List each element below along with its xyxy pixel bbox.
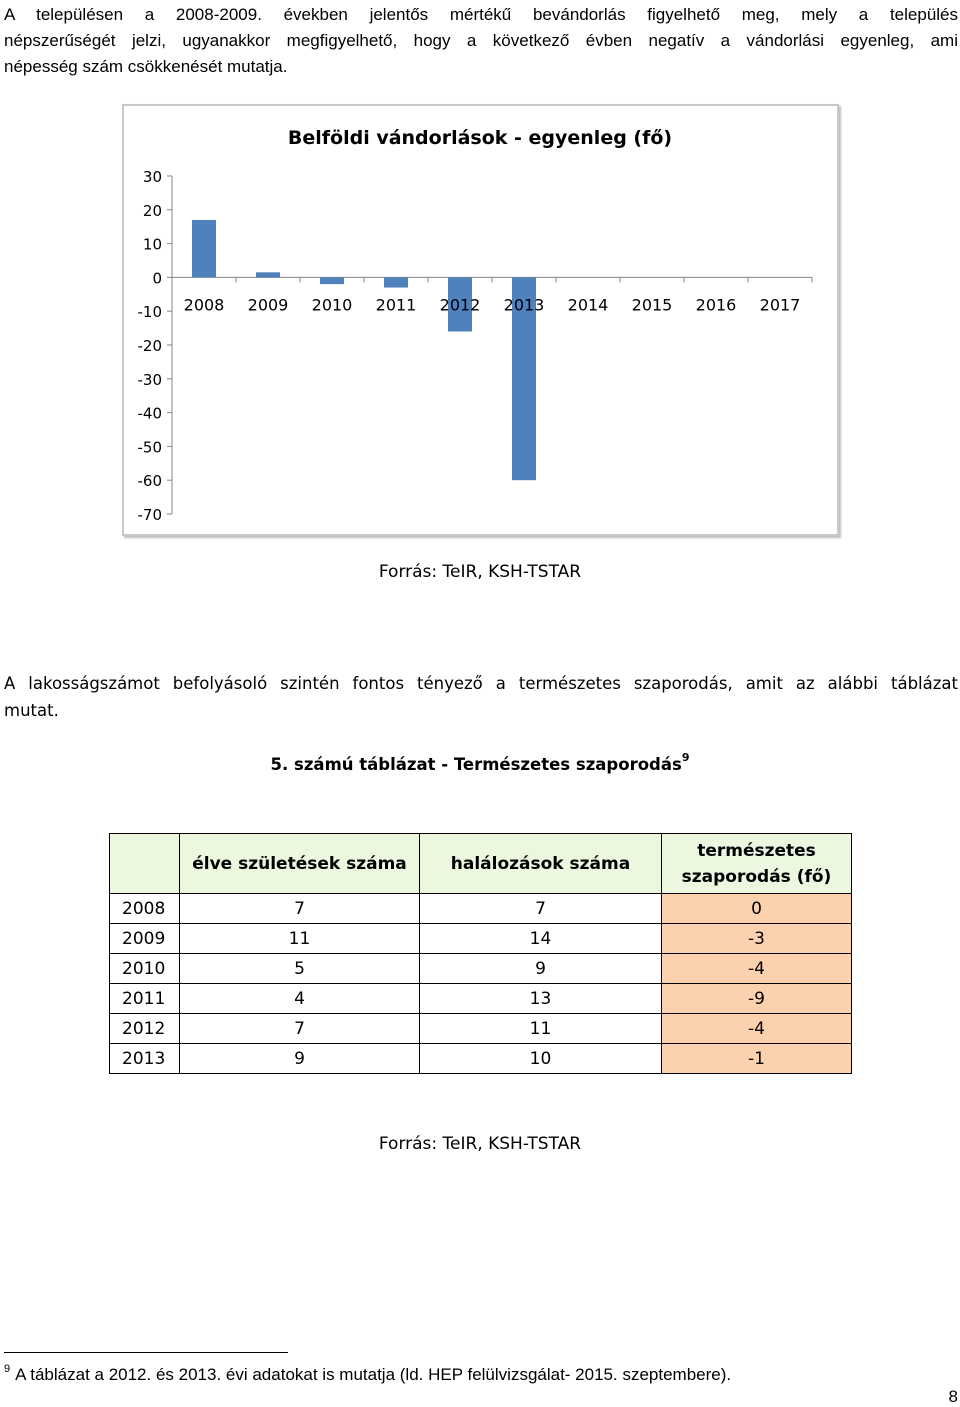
cell-rate: -3: [662, 924, 852, 954]
y-tick-label: -10: [137, 303, 162, 322]
x-tick-label: 2012: [439, 295, 481, 315]
cell-year: 2009: [110, 924, 180, 954]
table-row: [110, 1014, 852, 1044]
x-tick-label: 2014: [567, 295, 609, 315]
intro-paragraph: [4, 2, 958, 80]
bar: [320, 277, 344, 284]
x-tick-label: 2017: [759, 295, 801, 315]
cell-deaths: 11: [420, 1014, 662, 1044]
second-paragraph: [4, 670, 958, 724]
table-row: [110, 894, 852, 924]
table-row: [110, 954, 852, 984]
page-number: 8: [948, 1387, 958, 1406]
cell-births: 9: [180, 1044, 420, 1074]
cell-year: 2011: [110, 984, 180, 1014]
cell-rate: -4: [662, 1014, 852, 1044]
y-tick-label: 30: [142, 168, 162, 186]
cell-year: 2008: [110, 894, 180, 924]
footnote-number: 9: [4, 1363, 11, 1375]
table-source: Forrás: TeIR, KSH-TSTAR: [378, 1134, 582, 1154]
cell-year: 2013: [110, 1044, 180, 1074]
y-tick-label: -60: [137, 472, 162, 491]
x-tick-label: 2008: [183, 295, 225, 315]
chart-title: Belföldi vándorlások - egyenleg (fő): [287, 127, 673, 149]
y-tick-label: -20: [137, 337, 162, 355]
y-tick-label: 0: [152, 269, 162, 288]
x-tick-label: 2009: [247, 295, 289, 315]
footnote-text: A táblázat a 2012. és 2013. évi adatokat is mutatja (ld. HEP felülvizsgálat- 2015. szeptembere).: [15, 1365, 732, 1384]
migration-chart: [122, 104, 839, 536]
cell-rate: 0: [662, 894, 852, 924]
cell-births: 11: [180, 924, 420, 954]
footnote-divider: [4, 1352, 288, 1353]
footnote: [4, 1363, 731, 1385]
header-natural-increase: [662, 834, 852, 894]
bar: [192, 220, 216, 277]
chart-source: Forrás: TeIR, KSH-TSTAR: [378, 562, 582, 582]
x-tick-label: 2016: [695, 295, 737, 315]
header-deaths: halálozások száma: [420, 834, 662, 894]
x-tick-label: 2011: [375, 295, 417, 315]
cell-births: 5: [180, 954, 420, 984]
table-caption: [0, 751, 960, 774]
header-year: [110, 834, 180, 894]
header-births: élve születések száma: [180, 834, 420, 894]
table-row: [110, 984, 852, 1014]
second-line-2: mutat.: [4, 701, 59, 720]
intro-line-3: népesség szám csökkenését mutatja.: [4, 57, 288, 76]
intro-line-2: népszerűségét jelzi, ugyanakkor megfigyelhető, hogy a következő évben negatív a vándorlási egyenleg, ami: [4, 31, 958, 50]
cell-births: 4: [180, 984, 420, 1014]
bar: [256, 272, 280, 277]
cell-rate: -9: [662, 984, 852, 1014]
cell-deaths: 9: [420, 954, 662, 984]
cell-year: 2012: [110, 1014, 180, 1044]
y-tick-label: -50: [137, 438, 162, 457]
x-tick-label: 2010: [311, 295, 353, 315]
cell-births: 7: [180, 1014, 420, 1044]
cell-rate: -4: [662, 954, 852, 984]
natural-increase-table: [109, 833, 852, 1074]
cell-deaths: 10: [420, 1044, 662, 1074]
cell-deaths: 7: [420, 894, 662, 924]
y-tick-label: 10: [142, 235, 162, 254]
cell-year: 2010: [110, 954, 180, 984]
x-tick-label: 2013: [503, 295, 545, 315]
table-caption-footnote-ref: 9: [681, 751, 690, 764]
header-natural-increase-line2: szaporodás (fő): [681, 866, 832, 887]
bar: [384, 277, 408, 287]
table-row: [110, 1044, 852, 1074]
cell-deaths: 14: [420, 924, 662, 954]
y-tick-label: -40: [137, 404, 162, 423]
x-tick-label: 2015: [631, 295, 673, 315]
y-tick-label: -70: [137, 506, 162, 524]
table-header-row: [110, 834, 852, 894]
second-line-1: A lakosságszámot befolyásoló szintén fontos tényező a természetes szaporodás, amit az alábbi táblázat: [4, 674, 958, 693]
table-caption-text: 5. számú táblázat - Természetes szaporodás: [270, 755, 682, 774]
cell-births: 7: [180, 894, 420, 924]
migration-chart-svg: [124, 106, 837, 534]
cell-deaths: 13: [420, 984, 662, 1014]
intro-line-1: A településen a 2008-2009. években jelentős mértékű bevándorlás figyelhető meg, mely a település: [4, 5, 958, 24]
y-tick-label: -30: [137, 370, 162, 389]
cell-rate: -1: [662, 1044, 852, 1074]
y-tick-label: 20: [142, 201, 162, 220]
header-natural-increase-line1: természetes: [697, 840, 816, 861]
table-row: [110, 924, 852, 954]
